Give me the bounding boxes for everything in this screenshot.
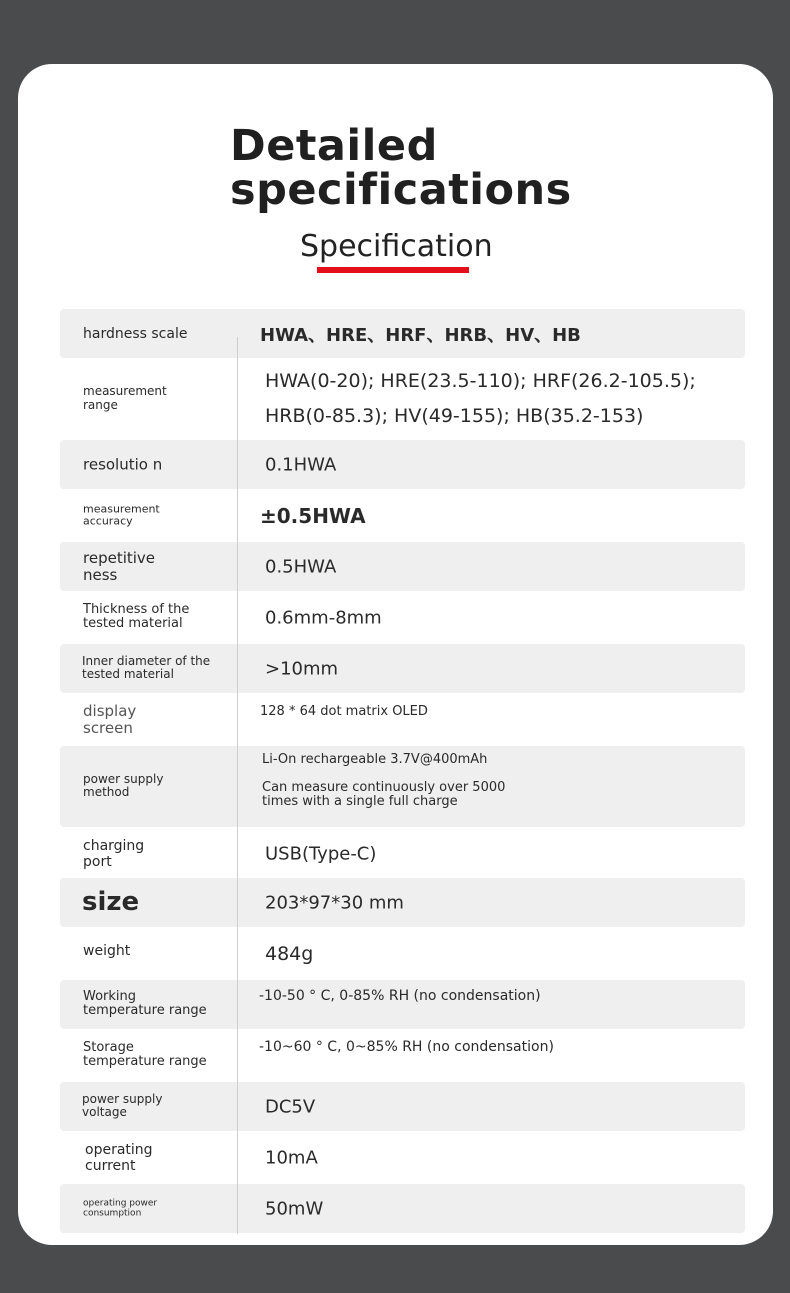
spec-label: weight xyxy=(83,943,131,959)
spec-value: ±0.5HWA xyxy=(260,503,366,528)
spec-row-power-supply-method xyxy=(60,746,745,827)
spec-value-line: HWA(0-20); HRE(23.5-110); HRF(26.2-105.5); xyxy=(265,370,696,392)
spec-value: >10mm xyxy=(265,658,339,679)
title-line-2: specifications xyxy=(230,165,572,215)
spec-value-line: Can measure continuously over 5000 xyxy=(262,780,506,795)
spec-label: operating power consumption xyxy=(83,1198,158,1219)
spec-row-operating-power xyxy=(60,1184,745,1233)
spec-value xyxy=(265,364,696,434)
spec-value-line: HRB(0-85.3); HV(49-155); HB(35.2-153) xyxy=(265,405,644,427)
spec-label: hardness scale xyxy=(83,325,188,342)
spec-value: 0.1HWA xyxy=(265,454,337,475)
spec-row-measurement-range xyxy=(60,360,745,438)
spec-label: Storage temperature range xyxy=(83,1039,207,1070)
spec-row-size xyxy=(60,878,745,927)
spec-row-weight xyxy=(60,929,745,978)
subtitle-underline xyxy=(317,267,469,273)
spec-row-thickness xyxy=(60,593,745,642)
spec-value: 128 * 64 dot matrix OLED xyxy=(260,704,428,719)
spec-row-display-screen xyxy=(60,695,745,744)
spec-value xyxy=(262,753,505,809)
spec-row-power-supply-voltage xyxy=(60,1082,745,1131)
spec-value-line: Li-On rechargeable 3.7V@400mAh xyxy=(262,752,488,767)
spec-value: 484g xyxy=(265,942,314,965)
spec-label: Working temperature range xyxy=(83,988,207,1019)
spec-value: 203*97*30 mm xyxy=(265,892,404,913)
spec-label: display screen xyxy=(83,701,137,737)
spec-value: -10-50 ° C, 0-85% RH (no condensation) xyxy=(259,988,541,1004)
spec-label: operating current xyxy=(85,1141,153,1174)
spec-row-inner-diameter xyxy=(60,644,745,693)
spec-label: Thickness of the tested material xyxy=(83,601,190,632)
spec-label: resolutio n xyxy=(83,454,163,473)
page-title xyxy=(230,121,572,215)
column-divider xyxy=(237,337,238,1234)
section-subtitle: Specification xyxy=(300,229,493,264)
spec-value: 0.5HWA xyxy=(265,556,337,577)
spec-label: repetitive ness xyxy=(83,548,156,584)
spec-value: USB(Type-C) xyxy=(265,843,377,864)
spec-value: DC5V xyxy=(265,1096,316,1117)
spec-value: -10~60 ° C, 0~85% RH (no condensation) xyxy=(259,1039,554,1055)
spec-label: measurement range xyxy=(83,384,167,412)
spec-value: 50mW xyxy=(265,1198,324,1219)
spec-row-charging-port xyxy=(60,829,745,878)
spec-row-storage-temperature xyxy=(60,1031,745,1080)
title-line-1: Detailed xyxy=(230,121,438,171)
spec-label: power supply voltage xyxy=(82,1091,163,1120)
spec-row-repetitiveness xyxy=(60,542,745,591)
spec-label: Inner diameter of the tested material xyxy=(82,653,211,682)
spec-row-working-temperature xyxy=(60,980,745,1029)
spec-row-accuracy xyxy=(60,491,745,540)
spec-row-hardness-scale xyxy=(60,309,745,358)
spec-value: HWA、HRE、HRF、HRB、HV、HB xyxy=(260,324,581,346)
spec-label: charging port xyxy=(83,837,145,870)
spec-value: 0.6mm-8mm xyxy=(265,607,382,628)
spec-row-operating-current xyxy=(60,1133,745,1182)
spec-label: power supply method xyxy=(83,771,164,800)
spec-value: 10mA xyxy=(265,1147,318,1168)
spec-row-resolution xyxy=(60,440,745,489)
spec-label: measurement accuracy xyxy=(83,501,160,528)
spec-label: size xyxy=(82,886,140,917)
spec-value-line: times with a single full charge xyxy=(262,794,458,809)
